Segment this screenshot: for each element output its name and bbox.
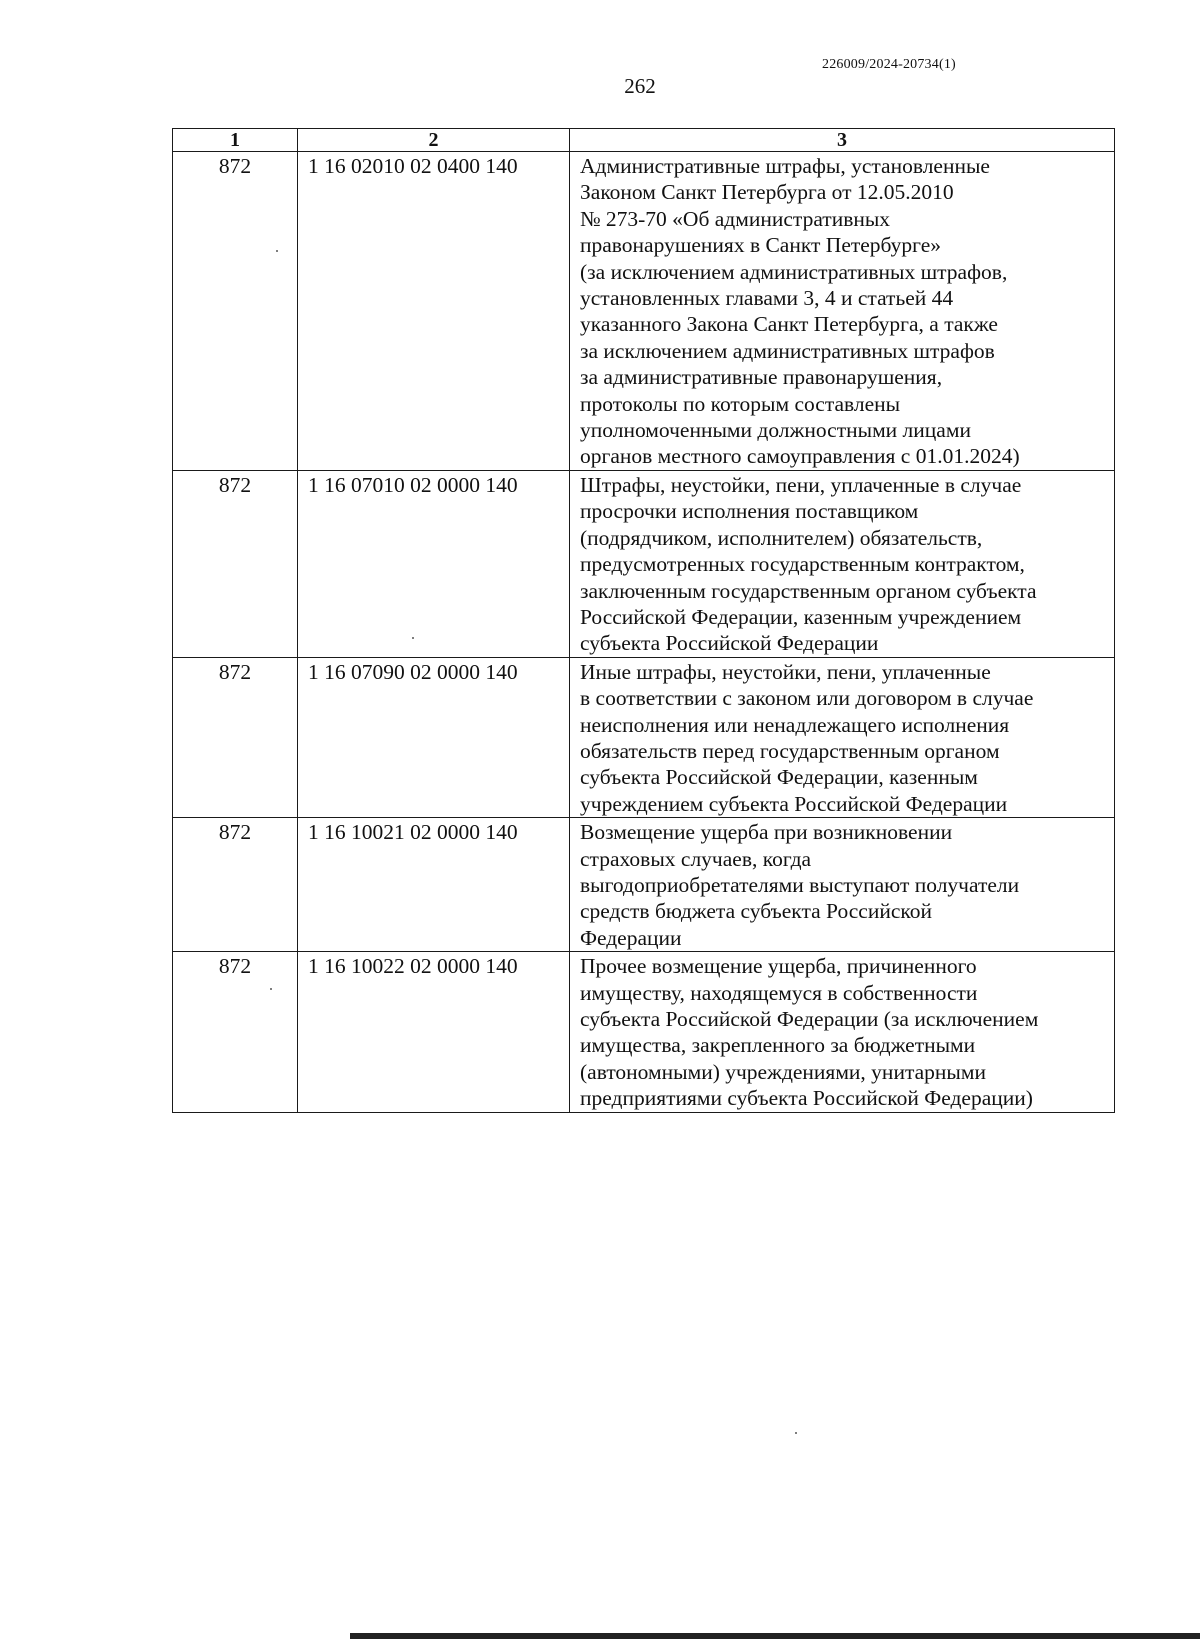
description-line: правонарушениях в Санкт Петербурге» xyxy=(580,233,941,258)
description-line: субъекта Российской Федерации xyxy=(580,631,879,656)
table-row xyxy=(173,470,1115,657)
description-line: Законом Санкт Петербурга от 12.05.2010 xyxy=(580,180,954,205)
description-line: неисполнения или ненадлежащего исполнения xyxy=(580,712,1010,737)
table-header-row xyxy=(173,129,1115,152)
scan-speck xyxy=(412,637,414,639)
description-line: заключенным государственным органом субъекта xyxy=(580,578,1037,603)
income-code-cell: 1 16 10021 02 0000 140 xyxy=(298,818,570,952)
description-line: Штрафы, неустойки, пени, уплаченные в случае xyxy=(580,472,1022,497)
description-line: установленных главами 3, 4 и статьей 44 xyxy=(580,286,954,311)
description-line: учреждением субъекта Российской Федерации xyxy=(580,791,1008,816)
income-code-cell: 1 16 07010 02 0000 140 xyxy=(298,470,570,657)
description-line: Российской Федерации, казенным учреждением xyxy=(580,604,1022,629)
table-row xyxy=(173,818,1115,952)
row-number-cell: 872 xyxy=(173,952,298,1112)
description-line: просрочки исполнения поставщиком xyxy=(580,499,919,524)
description-line: обязательств перед государственным органом xyxy=(580,738,1000,763)
income-code-cell: 1 16 07090 02 0000 140 xyxy=(298,657,570,817)
row-number-cell: 872 xyxy=(173,657,298,817)
description-line: в соответствии с законом или договором в случае xyxy=(580,686,1034,711)
description-line: (автономными) учреждениями, унитарными xyxy=(580,1059,986,1084)
scan-speck xyxy=(270,988,272,990)
document-id: 226009/2024-20734(1) xyxy=(822,57,956,72)
column-header-1: 1 xyxy=(173,129,298,152)
income-code-cell: 1 16 10022 02 0000 140 xyxy=(298,952,570,1112)
description-cell xyxy=(570,657,1115,817)
description-line: Иные штрафы, неустойки, пени, уплаченные xyxy=(580,659,991,684)
description-line: Федерации xyxy=(580,925,682,950)
description-cell xyxy=(570,818,1115,952)
table-row xyxy=(173,952,1115,1112)
description-line: указанного Закона Санкт Петербурга, а также xyxy=(580,312,998,337)
page-number: 262 xyxy=(624,74,656,98)
description-line: средств бюджета субъекта Российской xyxy=(580,899,932,924)
income-codes-table xyxy=(172,128,1115,1113)
description-line: предприятиями субъекта Российской Федерации) xyxy=(580,1086,1033,1111)
column-header-2: 2 xyxy=(298,129,570,152)
scan-speck xyxy=(795,1432,797,1434)
description-line: (за исключением административных штрафов, xyxy=(580,259,1008,284)
description-line: имуществу, находящемуся в собственности xyxy=(580,980,978,1005)
column-header-3: 3 xyxy=(570,129,1115,152)
description-line: выгодоприобретателями выступают получатели xyxy=(580,872,1020,897)
description-line: уполномоченными должностными лицами xyxy=(580,418,971,443)
table-body xyxy=(173,152,1115,1113)
description-line: страховых случаев, когда xyxy=(580,846,812,871)
description-cell xyxy=(570,952,1115,1112)
description-line: Прочее возмещение ущерба, причиненного xyxy=(580,954,977,979)
table-header xyxy=(173,129,1115,152)
row-number-cell: 872 xyxy=(173,818,298,952)
description-line: Возмещение ущерба при возникновении xyxy=(580,820,953,845)
description-line: органов местного самоуправления с 01.01.2024) xyxy=(580,444,1020,469)
description-line: протоколы по которым составлены xyxy=(580,391,901,416)
table-row xyxy=(173,657,1115,817)
scan-edge-rule xyxy=(350,1633,1200,1639)
description-line: предусмотренных государственным контрактом, xyxy=(580,552,1025,577)
description-line: № 273-70 «Об административных xyxy=(580,206,891,231)
table-row xyxy=(173,152,1115,471)
row-number-cell: 872 xyxy=(173,152,298,471)
scan-speck xyxy=(276,250,278,252)
description-line: за исключением административных штрафов xyxy=(580,338,995,363)
row-number-cell: 872 xyxy=(173,470,298,657)
description-cell xyxy=(570,152,1115,471)
description-line: субъекта Российской Федерации (за исключением xyxy=(580,1007,1039,1031)
income-code-cell: 1 16 02010 02 0400 140 xyxy=(298,152,570,471)
description-line: (подрядчиком, исполнителем) обязательств, xyxy=(580,525,983,550)
description-line: имущества, закрепленного за бюджетными xyxy=(580,1033,976,1058)
description-line: за административные правонарушения, xyxy=(580,365,943,390)
description-line: Административные штрафы, установленные xyxy=(580,154,990,178)
description-line: субъекта Российской Федерации, казенным xyxy=(580,765,978,790)
description-cell xyxy=(570,470,1115,657)
